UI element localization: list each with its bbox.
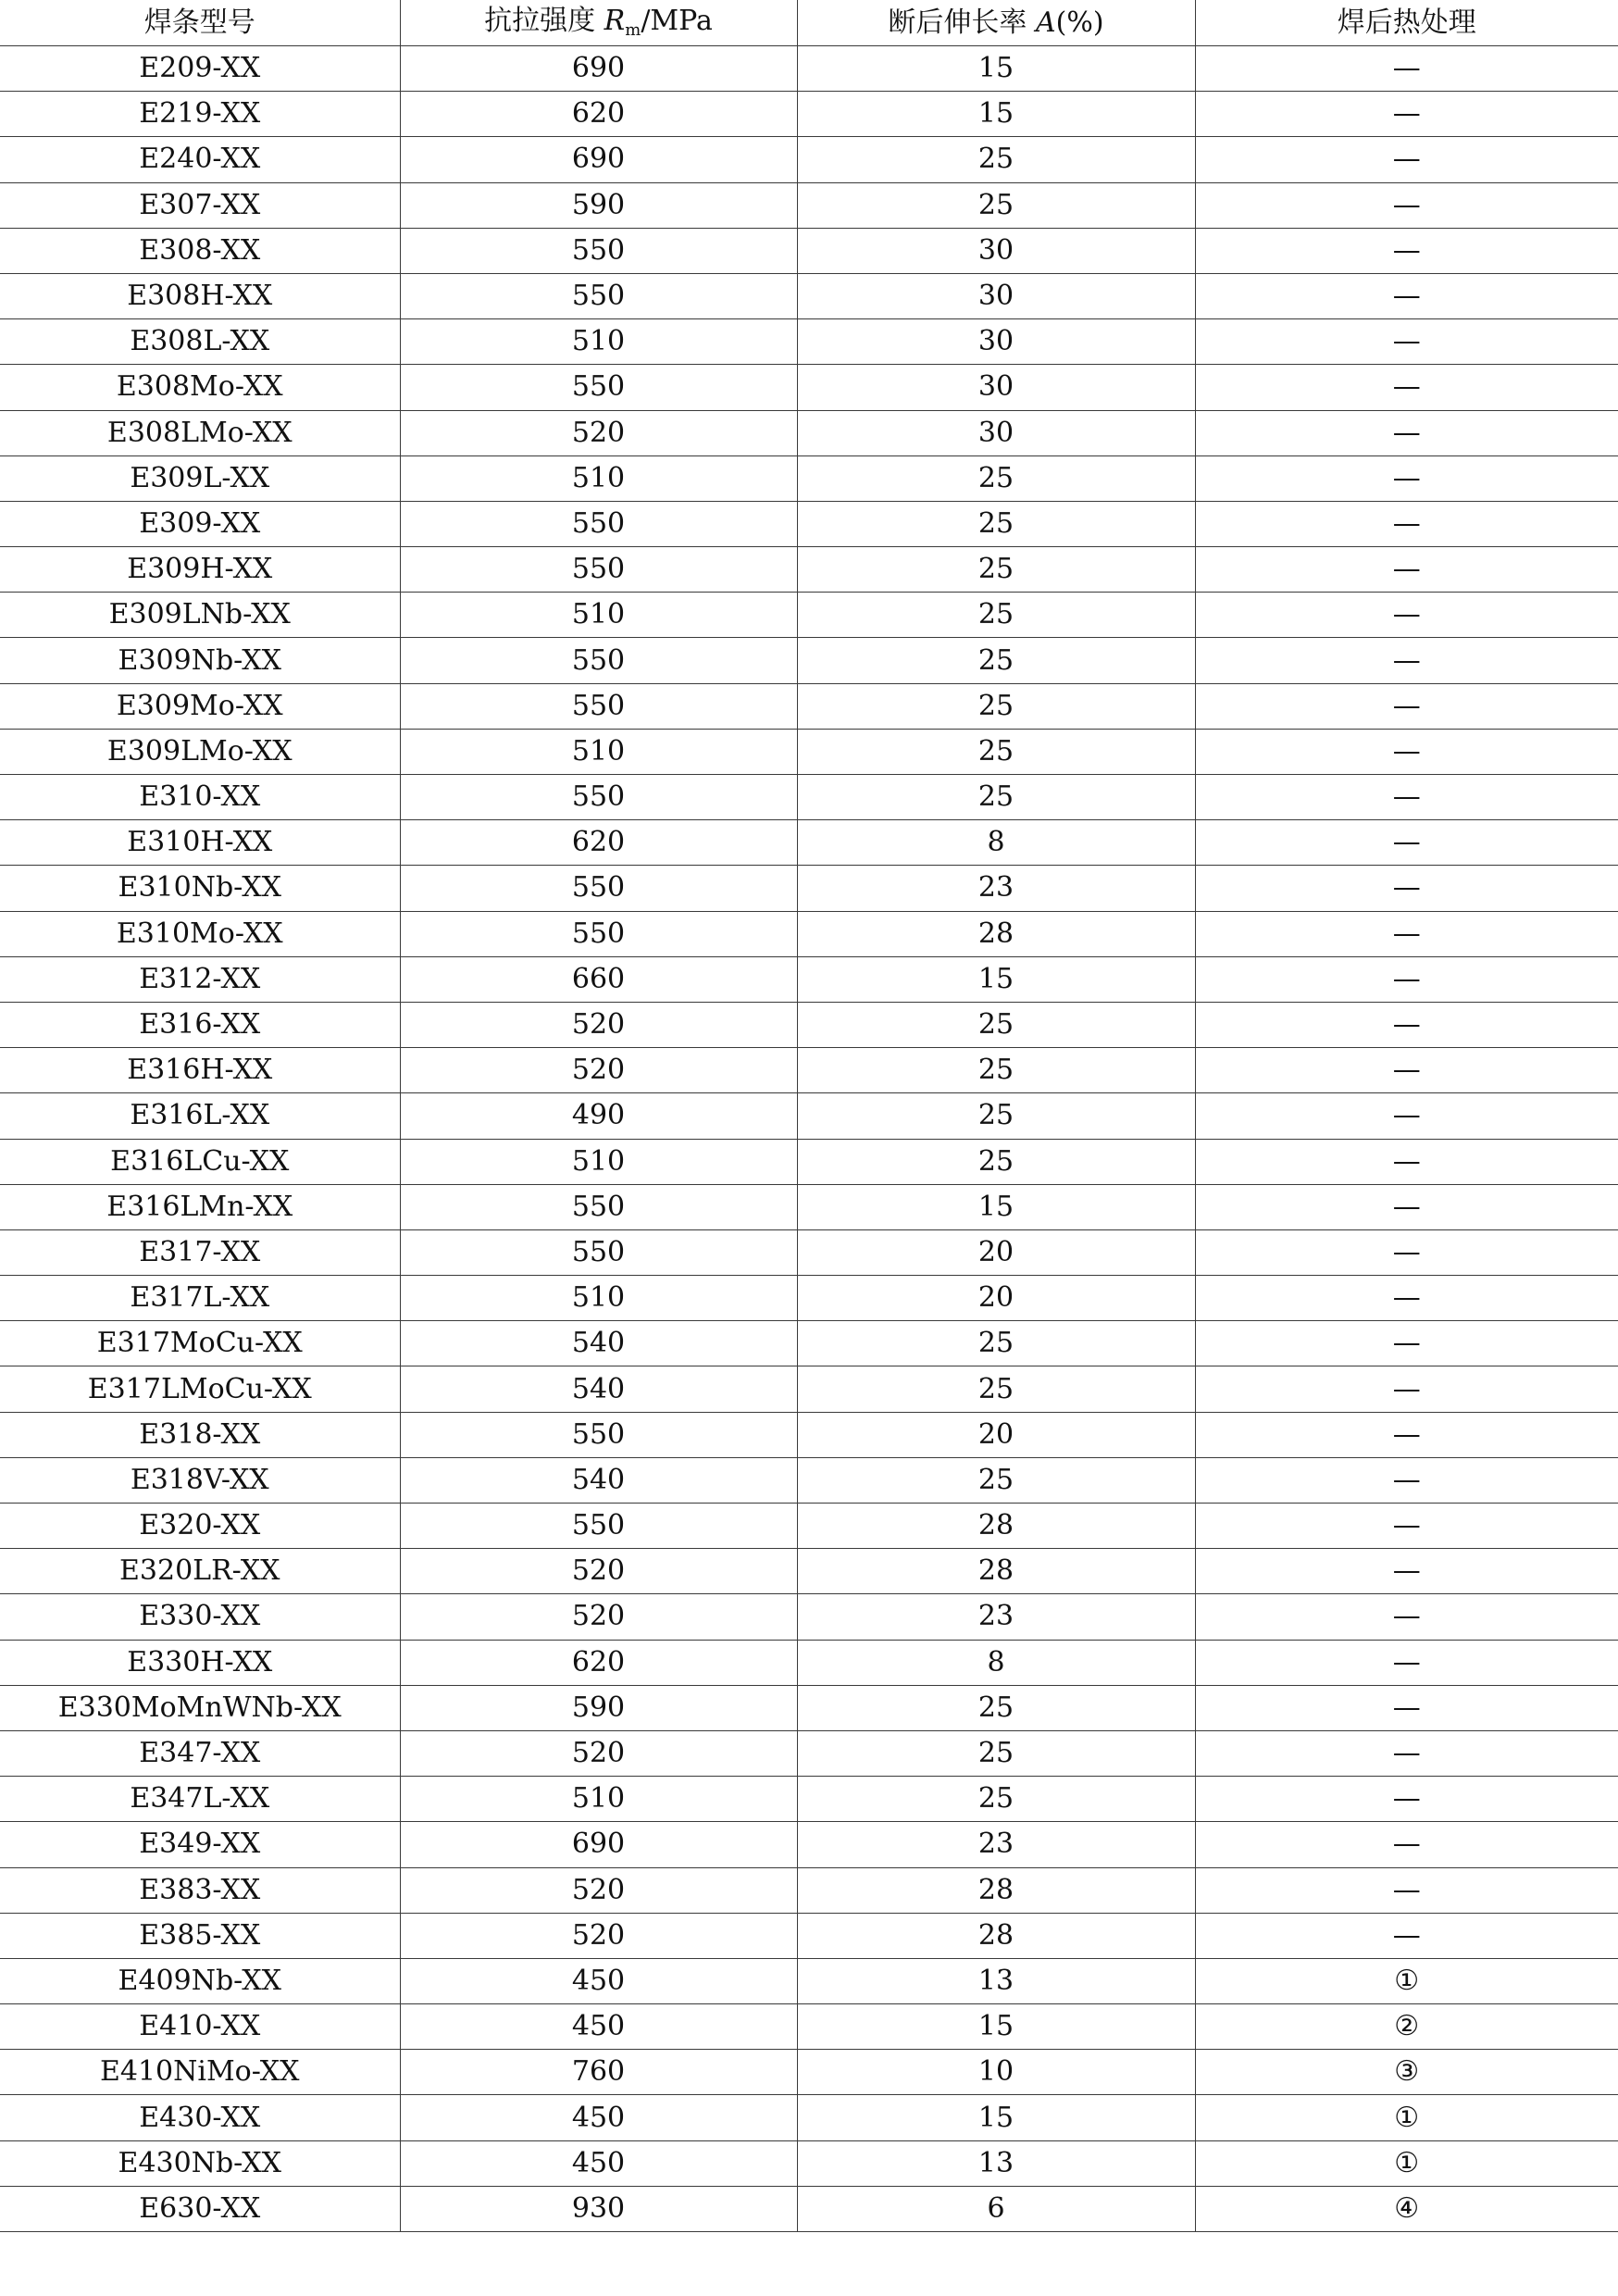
cell-tensile-strength: 690 bbox=[400, 1822, 797, 1867]
cell-tensile-strength: 620 bbox=[400, 1640, 797, 1685]
table-row bbox=[0, 593, 1618, 638]
cell-elongation: 25 bbox=[797, 1366, 1195, 1412]
cell-post-weld-heat-treatment: — bbox=[1195, 1457, 1618, 1503]
cell-electrode-model: E318V-XX bbox=[0, 1457, 400, 1503]
cell-elongation: 25 bbox=[797, 1777, 1195, 1822]
cell-post-weld-heat-treatment: — bbox=[1195, 593, 1618, 638]
cell-post-weld-heat-treatment: — bbox=[1195, 501, 1618, 546]
cell-post-weld-heat-treatment: — bbox=[1195, 1366, 1618, 1412]
cell-tensile-strength: 510 bbox=[400, 729, 797, 774]
cell-elongation: 23 bbox=[797, 866, 1195, 911]
cell-tensile-strength: 510 bbox=[400, 1777, 797, 1822]
cell-tensile-strength: 550 bbox=[400, 1412, 797, 1457]
cell-electrode-model: E316L-XX bbox=[0, 1093, 400, 1139]
table-row bbox=[0, 1549, 1618, 1594]
table-row bbox=[0, 1229, 1618, 1275]
cell-electrode-model: E308H-XX bbox=[0, 273, 400, 318]
cell-post-weld-heat-treatment: — bbox=[1195, 638, 1618, 683]
cell-elongation: 15 bbox=[797, 956, 1195, 1002]
cell-post-weld-heat-treatment: — bbox=[1195, 866, 1618, 911]
table-row bbox=[0, 455, 1618, 501]
cell-elongation: 25 bbox=[797, 501, 1195, 546]
cell-tensile-strength: 550 bbox=[400, 866, 797, 911]
header-tensile-strength bbox=[400, 0, 797, 46]
table-row bbox=[0, 820, 1618, 866]
cell-tensile-strength: 550 bbox=[400, 1229, 797, 1275]
cell-post-weld-heat-treatment: — bbox=[1195, 1139, 1618, 1184]
cell-elongation: 28 bbox=[797, 1867, 1195, 1913]
cell-elongation: 25 bbox=[797, 775, 1195, 820]
cell-post-weld-heat-treatment: ① bbox=[1195, 1958, 1618, 2003]
cell-electrode-model: E309LNb-XX bbox=[0, 593, 400, 638]
cell-electrode-model: E630-XX bbox=[0, 2186, 400, 2231]
table-row bbox=[0, 547, 1618, 593]
cell-tensile-strength: 510 bbox=[400, 593, 797, 638]
cell-tensile-strength: 930 bbox=[400, 2186, 797, 2231]
cell-post-weld-heat-treatment: — bbox=[1195, 455, 1618, 501]
cell-elongation: 25 bbox=[797, 182, 1195, 228]
cell-post-weld-heat-treatment: — bbox=[1195, 1412, 1618, 1457]
cell-tensile-strength: 590 bbox=[400, 182, 797, 228]
cell-post-weld-heat-treatment: ① bbox=[1195, 2140, 1618, 2186]
table-row bbox=[0, 1321, 1618, 1366]
cell-tensile-strength: 520 bbox=[400, 1867, 797, 1913]
cell-post-weld-heat-treatment: — bbox=[1195, 228, 1618, 273]
cell-electrode-model: E308LMo-XX bbox=[0, 410, 400, 455]
cell-electrode-model: E410-XX bbox=[0, 2004, 400, 2050]
cell-elongation: 28 bbox=[797, 1504, 1195, 1549]
cell-post-weld-heat-treatment: — bbox=[1195, 410, 1618, 455]
cell-electrode-model: E410NiMo-XX bbox=[0, 2050, 400, 2095]
table-row bbox=[0, 638, 1618, 683]
cell-post-weld-heat-treatment: — bbox=[1195, 956, 1618, 1002]
cell-post-weld-heat-treatment: — bbox=[1195, 1777, 1618, 1822]
cell-elongation: 25 bbox=[797, 137, 1195, 182]
elongation-unit: (%) bbox=[1055, 6, 1104, 39]
cell-tensile-strength: 760 bbox=[400, 2050, 797, 2095]
cell-post-weld-heat-treatment: — bbox=[1195, 547, 1618, 593]
header-post-weld-heat-treatment bbox=[1195, 0, 1618, 46]
table-row bbox=[0, 1913, 1618, 1958]
cell-electrode-model: E240-XX bbox=[0, 137, 400, 182]
table-row bbox=[0, 1457, 1618, 1503]
cell-electrode-model: E309Nb-XX bbox=[0, 638, 400, 683]
cell-elongation: 25 bbox=[797, 1321, 1195, 1366]
cell-post-weld-heat-treatment: — bbox=[1195, 1048, 1618, 1093]
tensile-symbol: R bbox=[604, 4, 626, 37]
cell-tensile-strength: 520 bbox=[400, 1730, 797, 1776]
cell-electrode-model: E320LR-XX bbox=[0, 1549, 400, 1594]
tensile-subscript: m bbox=[625, 19, 641, 40]
table-row bbox=[0, 2095, 1618, 2140]
cell-tensile-strength: 620 bbox=[400, 820, 797, 866]
table-body bbox=[0, 46, 1618, 2232]
header-pwht-label: 焊后热处理 bbox=[1337, 6, 1476, 39]
cell-post-weld-heat-treatment: — bbox=[1195, 1913, 1618, 1958]
table-row bbox=[0, 1822, 1618, 1867]
cell-electrode-model: E309H-XX bbox=[0, 547, 400, 593]
table-row bbox=[0, 273, 1618, 318]
cell-tensile-strength: 690 bbox=[400, 137, 797, 182]
cell-elongation: 25 bbox=[797, 1093, 1195, 1139]
cell-elongation: 30 bbox=[797, 273, 1195, 318]
cell-tensile-strength: 550 bbox=[400, 273, 797, 318]
cell-tensile-strength: 550 bbox=[400, 228, 797, 273]
cell-elongation: 25 bbox=[797, 729, 1195, 774]
cell-post-weld-heat-treatment: ① bbox=[1195, 2095, 1618, 2140]
cell-electrode-model: E309LMo-XX bbox=[0, 729, 400, 774]
table-row bbox=[0, 410, 1618, 455]
cell-electrode-model: E316LMn-XX bbox=[0, 1184, 400, 1229]
table-row bbox=[0, 1730, 1618, 1776]
cell-electrode-model: E307-XX bbox=[0, 182, 400, 228]
table-row bbox=[0, 46, 1618, 92]
cell-post-weld-heat-treatment: — bbox=[1195, 92, 1618, 137]
cell-tensile-strength: 550 bbox=[400, 1184, 797, 1229]
cell-post-weld-heat-treatment: — bbox=[1195, 775, 1618, 820]
cell-electrode-model: E317-XX bbox=[0, 1229, 400, 1275]
table-row bbox=[0, 956, 1618, 1002]
cell-elongation: 30 bbox=[797, 365, 1195, 410]
cell-elongation: 28 bbox=[797, 1913, 1195, 1958]
cell-elongation: 23 bbox=[797, 1594, 1195, 1640]
cell-post-weld-heat-treatment: ② bbox=[1195, 2004, 1618, 2050]
cell-post-weld-heat-treatment: ④ bbox=[1195, 2186, 1618, 2231]
cell-tensile-strength: 490 bbox=[400, 1093, 797, 1139]
cell-electrode-model: E430Nb-XX bbox=[0, 2140, 400, 2186]
cell-post-weld-heat-treatment: — bbox=[1195, 1594, 1618, 1640]
cell-elongation: 25 bbox=[797, 1730, 1195, 1776]
cell-post-weld-heat-treatment: — bbox=[1195, 1867, 1618, 1913]
cell-electrode-model: E320-XX bbox=[0, 1504, 400, 1549]
cell-electrode-model: E310-XX bbox=[0, 775, 400, 820]
tensile-unit: /MPa bbox=[641, 4, 713, 37]
cell-electrode-model: E347-XX bbox=[0, 1730, 400, 1776]
cell-electrode-model: E317LMoCu-XX bbox=[0, 1366, 400, 1412]
cell-electrode-model: E309Mo-XX bbox=[0, 683, 400, 729]
cell-elongation: 8 bbox=[797, 820, 1195, 866]
cell-post-weld-heat-treatment: — bbox=[1195, 683, 1618, 729]
cell-tensile-strength: 450 bbox=[400, 2095, 797, 2140]
cell-tensile-strength: 450 bbox=[400, 2004, 797, 2050]
table-row bbox=[0, 1685, 1618, 1730]
table-row bbox=[0, 2186, 1618, 2231]
cell-post-weld-heat-treatment: — bbox=[1195, 1321, 1618, 1366]
cell-elongation: 25 bbox=[797, 1048, 1195, 1093]
cell-elongation: 10 bbox=[797, 2050, 1195, 2095]
cell-elongation: 25 bbox=[797, 683, 1195, 729]
cell-electrode-model: E316LCu-XX bbox=[0, 1139, 400, 1184]
cell-tensile-strength: 690 bbox=[400, 46, 797, 92]
cell-elongation: 25 bbox=[797, 547, 1195, 593]
cell-tensile-strength: 550 bbox=[400, 365, 797, 410]
cell-post-weld-heat-treatment: — bbox=[1195, 1822, 1618, 1867]
table-row bbox=[0, 1093, 1618, 1139]
cell-tensile-strength: 550 bbox=[400, 911, 797, 956]
cell-tensile-strength: 510 bbox=[400, 1276, 797, 1321]
cell-tensile-strength: 510 bbox=[400, 319, 797, 365]
cell-elongation: 23 bbox=[797, 1822, 1195, 1867]
cell-electrode-model: E316H-XX bbox=[0, 1048, 400, 1093]
table-row bbox=[0, 1867, 1618, 1913]
cell-electrode-model: E310H-XX bbox=[0, 820, 400, 866]
cell-post-weld-heat-treatment: — bbox=[1195, 1549, 1618, 1594]
cell-elongation: 13 bbox=[797, 1958, 1195, 2003]
cell-electrode-model: E317MoCu-XX bbox=[0, 1321, 400, 1366]
header-model-label: 焊条型号 bbox=[143, 6, 255, 39]
table-row bbox=[0, 365, 1618, 410]
table-row bbox=[0, 1640, 1618, 1685]
cell-post-weld-heat-treatment: — bbox=[1195, 1093, 1618, 1139]
cell-electrode-model: E309L-XX bbox=[0, 455, 400, 501]
cell-electrode-model: E383-XX bbox=[0, 1867, 400, 1913]
cell-elongation: 8 bbox=[797, 1640, 1195, 1685]
cell-elongation: 28 bbox=[797, 1549, 1195, 1594]
cell-tensile-strength: 520 bbox=[400, 1048, 797, 1093]
table-row bbox=[0, 2004, 1618, 2050]
cell-electrode-model: E309-XX bbox=[0, 501, 400, 546]
cell-post-weld-heat-treatment: — bbox=[1195, 273, 1618, 318]
table-row bbox=[0, 911, 1618, 956]
cell-tensile-strength: 550 bbox=[400, 775, 797, 820]
cell-tensile-strength: 660 bbox=[400, 956, 797, 1002]
cell-post-weld-heat-treatment: — bbox=[1195, 1685, 1618, 1730]
cell-post-weld-heat-treatment: — bbox=[1195, 1002, 1618, 1047]
cell-elongation: 6 bbox=[797, 2186, 1195, 2231]
table-row bbox=[0, 1276, 1618, 1321]
cell-elongation: 25 bbox=[797, 638, 1195, 683]
table-row bbox=[0, 1002, 1618, 1047]
table-row bbox=[0, 92, 1618, 137]
cell-tensile-strength: 550 bbox=[400, 683, 797, 729]
table-row bbox=[0, 137, 1618, 182]
cell-tensile-strength: 590 bbox=[400, 1685, 797, 1730]
cell-tensile-strength: 520 bbox=[400, 1913, 797, 1958]
cell-electrode-model: E430-XX bbox=[0, 2095, 400, 2140]
cell-electrode-model: E308Mo-XX bbox=[0, 365, 400, 410]
table-row bbox=[0, 1184, 1618, 1229]
cell-elongation: 20 bbox=[797, 1276, 1195, 1321]
cell-electrode-model: E330H-XX bbox=[0, 1640, 400, 1685]
table-row bbox=[0, 1594, 1618, 1640]
cell-post-weld-heat-treatment: — bbox=[1195, 1504, 1618, 1549]
cell-electrode-model: E308-XX bbox=[0, 228, 400, 273]
cell-electrode-model: E409Nb-XX bbox=[0, 1958, 400, 2003]
cell-tensile-strength: 450 bbox=[400, 2140, 797, 2186]
cell-elongation: 30 bbox=[797, 319, 1195, 365]
cell-elongation: 15 bbox=[797, 2004, 1195, 2050]
elongation-label: 断后伸长率 bbox=[888, 6, 1036, 39]
cell-electrode-model: E312-XX bbox=[0, 956, 400, 1002]
cell-post-weld-heat-treatment: — bbox=[1195, 137, 1618, 182]
cell-elongation: 25 bbox=[797, 1002, 1195, 1047]
cell-elongation: 20 bbox=[797, 1229, 1195, 1275]
cell-post-weld-heat-treatment: — bbox=[1195, 46, 1618, 92]
cell-tensile-strength: 620 bbox=[400, 92, 797, 137]
cell-tensile-strength: 510 bbox=[400, 455, 797, 501]
cell-tensile-strength: 540 bbox=[400, 1457, 797, 1503]
table-row bbox=[0, 729, 1618, 774]
cell-elongation: 25 bbox=[797, 593, 1195, 638]
cell-electrode-model: E317L-XX bbox=[0, 1276, 400, 1321]
cell-electrode-model: E310Nb-XX bbox=[0, 866, 400, 911]
cell-post-weld-heat-treatment: — bbox=[1195, 1184, 1618, 1229]
cell-electrode-model: E330-XX bbox=[0, 1594, 400, 1640]
cell-elongation: 25 bbox=[797, 1139, 1195, 1184]
cell-post-weld-heat-treatment: — bbox=[1195, 319, 1618, 365]
table-row bbox=[0, 182, 1618, 228]
cell-post-weld-heat-treatment: — bbox=[1195, 1640, 1618, 1685]
cell-electrode-model: E385-XX bbox=[0, 1913, 400, 1958]
cell-post-weld-heat-treatment: — bbox=[1195, 729, 1618, 774]
table-row bbox=[0, 1504, 1618, 1549]
cell-electrode-model: E349-XX bbox=[0, 1822, 400, 1867]
header-elongation bbox=[797, 0, 1195, 46]
cell-tensile-strength: 520 bbox=[400, 1594, 797, 1640]
cell-post-weld-heat-treatment: — bbox=[1195, 820, 1618, 866]
cell-elongation: 15 bbox=[797, 92, 1195, 137]
table-row bbox=[0, 1412, 1618, 1457]
table-row bbox=[0, 2140, 1618, 2186]
table-row bbox=[0, 2050, 1618, 2095]
cell-tensile-strength: 540 bbox=[400, 1366, 797, 1412]
cell-elongation: 20 bbox=[797, 1412, 1195, 1457]
cell-tensile-strength: 550 bbox=[400, 501, 797, 546]
table-row bbox=[0, 683, 1618, 729]
cell-tensile-strength: 520 bbox=[400, 1549, 797, 1594]
cell-post-weld-heat-treatment: — bbox=[1195, 1730, 1618, 1776]
cell-elongation: 25 bbox=[797, 1685, 1195, 1730]
table-row bbox=[0, 1366, 1618, 1412]
cell-post-weld-heat-treatment: — bbox=[1195, 1229, 1618, 1275]
cell-post-weld-heat-treatment: — bbox=[1195, 911, 1618, 956]
cell-electrode-model: E318-XX bbox=[0, 1412, 400, 1457]
table-row bbox=[0, 501, 1618, 546]
table-row bbox=[0, 319, 1618, 365]
cell-electrode-model: E219-XX bbox=[0, 92, 400, 137]
cell-elongation: 30 bbox=[797, 228, 1195, 273]
table-row bbox=[0, 1139, 1618, 1184]
cell-tensile-strength: 510 bbox=[400, 1139, 797, 1184]
cell-electrode-model: E347L-XX bbox=[0, 1777, 400, 1822]
header-row bbox=[0, 0, 1618, 46]
table-header bbox=[0, 0, 1618, 46]
cell-tensile-strength: 550 bbox=[400, 1504, 797, 1549]
cell-tensile-strength: 550 bbox=[400, 638, 797, 683]
cell-elongation: 28 bbox=[797, 911, 1195, 956]
cell-post-weld-heat-treatment: — bbox=[1195, 182, 1618, 228]
table-row bbox=[0, 866, 1618, 911]
header-electrode-model bbox=[0, 0, 400, 46]
cell-tensile-strength: 540 bbox=[400, 1321, 797, 1366]
cell-electrode-model: E316-XX bbox=[0, 1002, 400, 1047]
cell-post-weld-heat-treatment: ③ bbox=[1195, 2050, 1618, 2095]
cell-elongation: 13 bbox=[797, 2140, 1195, 2186]
table-row bbox=[0, 1958, 1618, 2003]
cell-elongation: 30 bbox=[797, 410, 1195, 455]
cell-elongation: 15 bbox=[797, 46, 1195, 92]
cell-electrode-model: E308L-XX bbox=[0, 319, 400, 365]
cell-electrode-model: E310Mo-XX bbox=[0, 911, 400, 956]
cell-tensile-strength: 520 bbox=[400, 1002, 797, 1047]
cell-electrode-model: E330MoMnWNb-XX bbox=[0, 1685, 400, 1730]
cell-elongation: 25 bbox=[797, 455, 1195, 501]
cell-elongation: 15 bbox=[797, 2095, 1195, 2140]
cell-elongation: 25 bbox=[797, 1457, 1195, 1503]
tensile-label: 抗拉强度 bbox=[484, 4, 604, 37]
table-row bbox=[0, 1048, 1618, 1093]
cell-elongation: 15 bbox=[797, 1184, 1195, 1229]
cell-electrode-model: E209-XX bbox=[0, 46, 400, 92]
table-row bbox=[0, 228, 1618, 273]
table-row bbox=[0, 775, 1618, 820]
cell-post-weld-heat-treatment: — bbox=[1195, 1276, 1618, 1321]
cell-tensile-strength: 550 bbox=[400, 547, 797, 593]
elongation-symbol: A bbox=[1035, 6, 1056, 39]
cell-tensile-strength: 450 bbox=[400, 1958, 797, 2003]
table-row bbox=[0, 1777, 1618, 1822]
cell-post-weld-heat-treatment: — bbox=[1195, 365, 1618, 410]
cell-tensile-strength: 520 bbox=[400, 410, 797, 455]
